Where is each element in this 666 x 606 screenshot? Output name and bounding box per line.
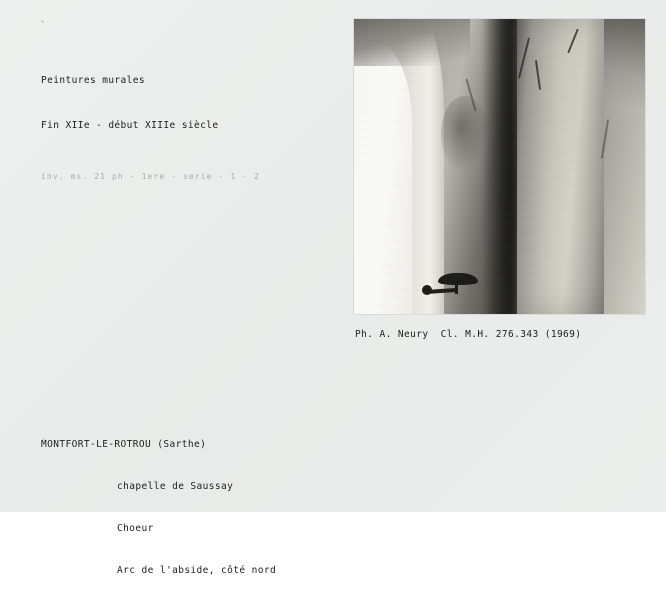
paper-speck-top-icon [41, 20, 44, 23]
photograph-frame [354, 19, 645, 314]
top-caption-inventory-line: inv. ms. 21 ph - 1ere - serie - 1 - 2 [41, 172, 260, 181]
stone-pier [517, 19, 604, 314]
photo-credit: Ph. A. Neury Cl. M.H. 276.343 (1969) [355, 329, 582, 340]
top-caption-line-2: Fin XIIe - début XIIIe siècle [41, 120, 219, 131]
window-light-slot [354, 43, 412, 314]
vault-corner-shadow [354, 19, 470, 66]
bottom-caption-part: Choeur [117, 523, 154, 534]
lamp-mount-icon [422, 285, 432, 295]
bottom-caption [41, 410, 276, 606]
mural-paint-trace [441, 96, 488, 173]
top-caption [41, 43, 260, 214]
lamp-shade-icon [438, 273, 478, 285]
photograph-image [354, 19, 645, 314]
bottom-caption-locality: MONTFORT-LE-ROTROU (Sarthe) [41, 439, 207, 450]
bottom-caption-building: chapelle de Saussay [117, 481, 234, 492]
bottom-caption-detail: Arc de l'abside, côté nord [117, 565, 277, 576]
top-caption-line-1: Peintures murales [41, 75, 146, 86]
wall-lamp-silhouette [424, 273, 482, 303]
